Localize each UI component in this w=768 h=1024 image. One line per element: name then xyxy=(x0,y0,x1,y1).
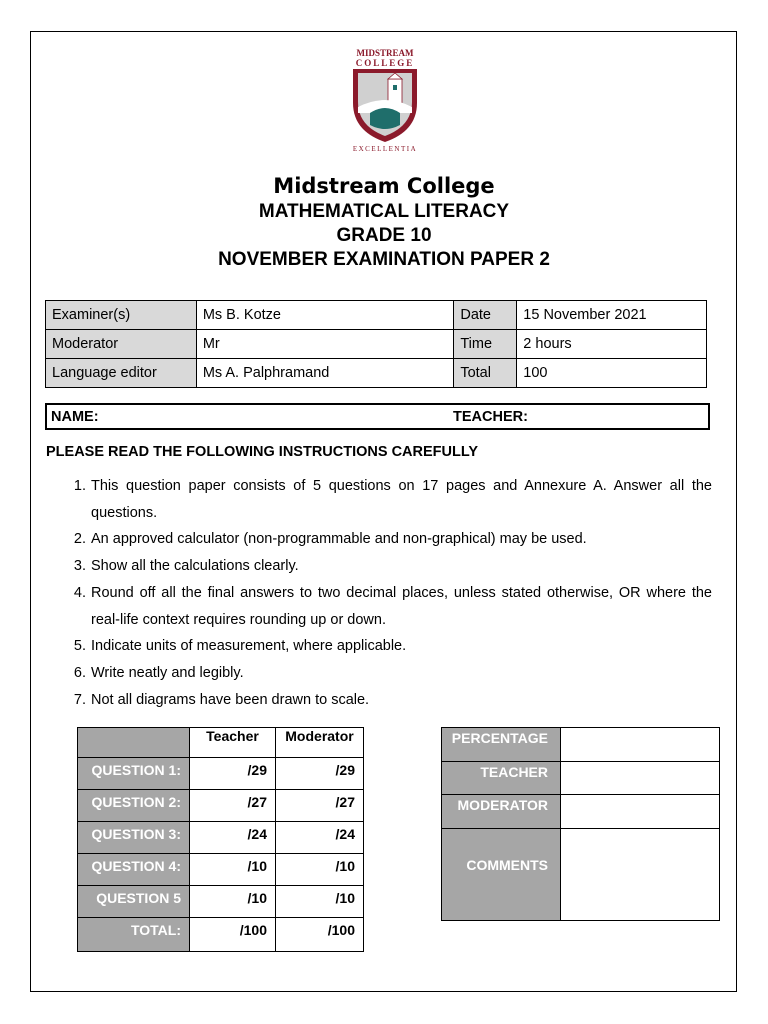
total-label: TOTAL: xyxy=(78,918,190,952)
title-block xyxy=(0,172,768,272)
teacher-mark[interactable]: /27 xyxy=(190,790,276,822)
info-label: Total xyxy=(454,359,517,388)
subject-title: MATHEMATICAL LITERACY xyxy=(258,201,510,222)
info-value: Ms B. Kotze xyxy=(196,301,454,330)
info-value: Ms A. Palphramand xyxy=(196,359,454,388)
instruction-item: 4. Round off all the final answers to two decimal places, unless stated otherwise, OR where the real-life context requires rounding up or down. xyxy=(90,580,712,633)
moderator-mark[interactable]: /29 xyxy=(276,758,364,790)
instruction-item: 3. Show all the calculations clearly. xyxy=(90,553,712,580)
info-row xyxy=(46,359,707,388)
info-value: 100 xyxy=(517,359,707,388)
moderator-mark[interactable]: /10 xyxy=(276,886,364,918)
moderator-total[interactable]: /100 xyxy=(276,918,364,952)
info-row xyxy=(46,330,707,359)
name-teacher-box[interactable] xyxy=(45,403,710,430)
teacher-signoff-field[interactable] xyxy=(561,762,720,795)
instructions-title: PLEASE READ THE FOLLOWING INSTRUCTIONS CAREFULLY xyxy=(46,444,479,460)
info-value: 2 hours xyxy=(517,330,707,359)
marks-row xyxy=(78,790,364,822)
svg-text:EXCELLENTIA: EXCELLENTIA xyxy=(352,145,418,153)
info-label: Examiner(s) xyxy=(46,301,197,330)
summary-row xyxy=(442,762,720,795)
marks-row xyxy=(78,822,364,854)
svg-text:COLLEGE: COLLEGE xyxy=(355,58,415,68)
teacher-mark[interactable]: /24 xyxy=(190,822,276,854)
info-label: Language editor xyxy=(46,359,197,388)
info-label: Moderator xyxy=(46,330,197,359)
instruction-item: 6. Write neatly and legibly. xyxy=(90,660,712,687)
moderator-mark[interactable]: /27 xyxy=(276,790,364,822)
info-value: 15 November 2021 xyxy=(517,301,707,330)
moderator-signoff-field[interactable] xyxy=(561,795,720,829)
comments-label: COMMENTS xyxy=(442,829,561,921)
marks-header-teacher: Teacher xyxy=(190,728,276,758)
svg-text:MIDSTREAM: MIDSTREAM xyxy=(356,48,414,58)
instructions-list xyxy=(46,473,712,713)
teacher-mark[interactable]: /10 xyxy=(190,854,276,886)
marks-header-row xyxy=(78,728,364,758)
exam-info-table xyxy=(45,300,707,388)
teacher-label: TEACHER: xyxy=(453,409,528,425)
instruction-item: 5. Indicate units of measurement, where applicable. xyxy=(90,633,712,660)
moderator-signoff-label: MODERATOR xyxy=(442,795,561,829)
question-label: QUESTION 3: xyxy=(78,822,190,854)
school-name: Midstream College xyxy=(273,174,495,198)
summary-row xyxy=(442,829,720,921)
marks-total-row xyxy=(78,918,364,952)
info-label: Time xyxy=(454,330,517,359)
marks-header-moderator: Moderator xyxy=(276,728,364,758)
percentage-field[interactable] xyxy=(561,728,720,762)
info-value: Mr xyxy=(196,330,454,359)
marks-row xyxy=(78,886,364,918)
moderator-mark[interactable]: /24 xyxy=(276,822,364,854)
marks-table xyxy=(77,727,364,952)
teacher-signoff-label: TEACHER xyxy=(442,762,561,795)
marks-row xyxy=(78,758,364,790)
instruction-item: 7. Not all diagrams have been drawn to scale. xyxy=(90,687,712,714)
comments-field[interactable] xyxy=(561,829,720,921)
summary-row xyxy=(442,728,720,762)
question-label: QUESTION 1: xyxy=(78,758,190,790)
summary-table xyxy=(441,727,720,921)
grade-title: GRADE 10 xyxy=(336,225,432,246)
marks-row xyxy=(78,854,364,886)
question-label: QUESTION 4: xyxy=(78,854,190,886)
teacher-mark[interactable]: /29 xyxy=(190,758,276,790)
exam-title: NOVEMBER EXAMINATION PAPER 2 xyxy=(218,249,550,270)
summary-row xyxy=(442,795,720,829)
teacher-mark[interactable]: /10 xyxy=(190,886,276,918)
teacher-total[interactable]: /100 xyxy=(190,918,276,952)
question-label: QUESTION 5 xyxy=(78,886,190,918)
marks-header-blank xyxy=(78,728,190,758)
name-label: NAME: xyxy=(51,409,99,425)
question-label: QUESTION 2: xyxy=(78,790,190,822)
percentage-label: PERCENTAGE xyxy=(442,728,561,762)
instruction-item: 1. This question paper consists of 5 questions on 17 pages and Annexure A. Answer all the questions. xyxy=(90,473,712,526)
instruction-item: 2. An approved calculator (non-programmable and non-graphical) may be used. xyxy=(90,526,712,553)
info-label: Date xyxy=(454,301,517,330)
college-crest-logo xyxy=(340,45,430,155)
moderator-mark[interactable]: /10 xyxy=(276,854,364,886)
info-row xyxy=(46,301,707,330)
